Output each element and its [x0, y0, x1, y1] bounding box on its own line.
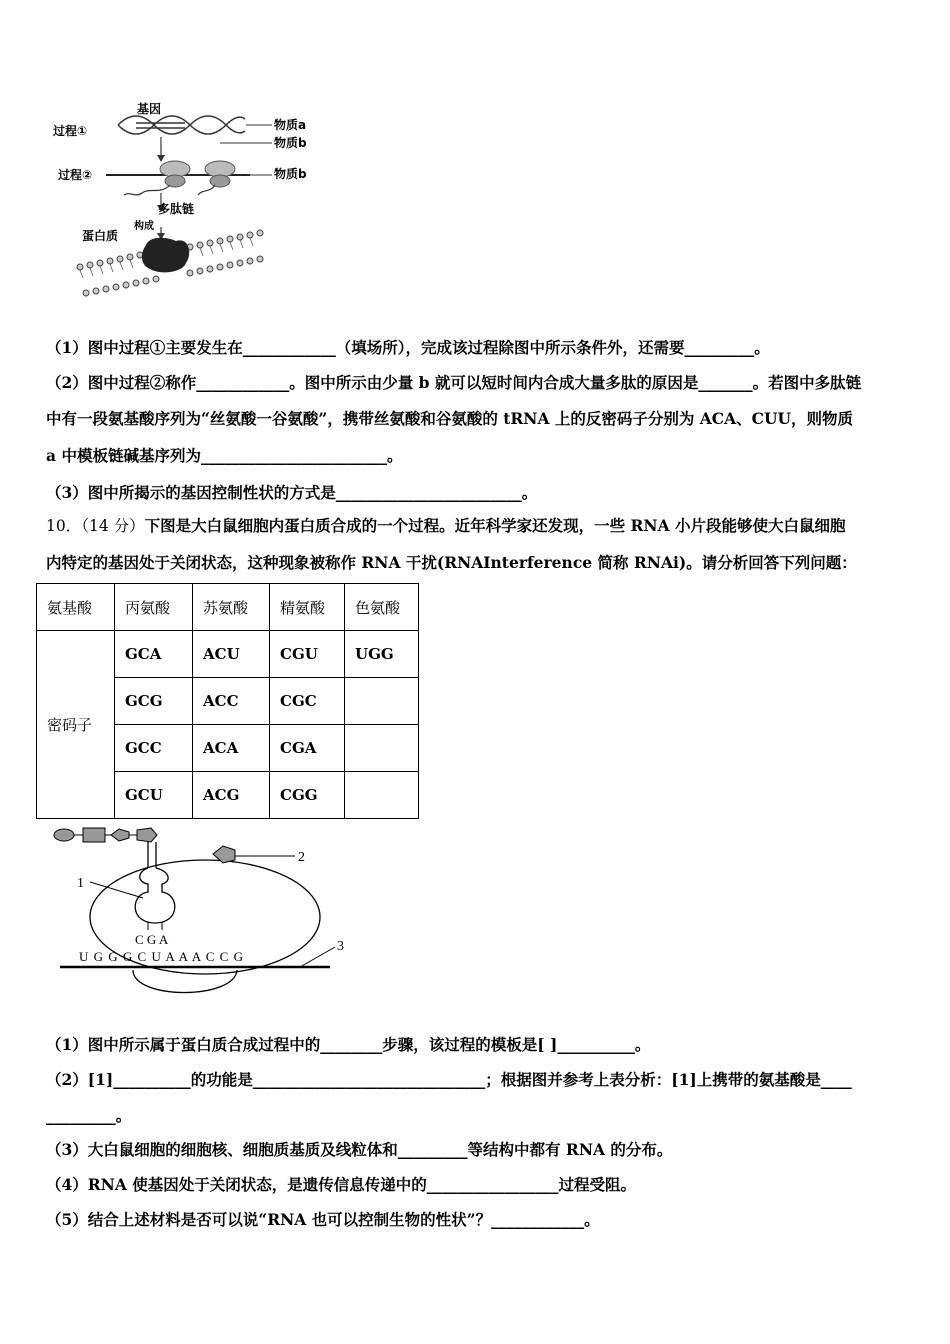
substance-b-label: 物质b: [274, 136, 307, 150]
table-header: 色氨酸: [345, 584, 419, 631]
figure-translation: [45, 822, 365, 1007]
q10-number: 10．（14 分）: [46, 517, 145, 535]
gene-label: 基因: [137, 102, 162, 116]
row-label-codon: 密码子: [37, 631, 115, 819]
table-cell: [345, 725, 419, 772]
table-cell: [345, 678, 419, 725]
table-cell: ACU: [193, 631, 270, 678]
label-2: 2: [298, 850, 305, 865]
table-cell: ACC: [193, 678, 270, 725]
table-cell: UGG: [345, 631, 419, 678]
table-row: [37, 631, 419, 678]
table-cell: GCA: [115, 631, 193, 678]
q10-intro-line2: 内特定的基因处于关闭状态，这种现象被称作 RNA 干扰(RNAInterference 简称 RNAi)。请分析回答下列问题：: [46, 553, 857, 572]
table-header: 苏氨酸: [193, 584, 270, 631]
q10-part4: （4）RNA 使基因处于关闭状态，是遗传信息传递中的_________________过程受阻。: [46, 1175, 637, 1194]
q10-intro-text: 下图是大白鼠细胞内蛋白质合成的一个过程。近年科学家还发现，一些 RNA 小片段能够使大白鼠细胞: [144, 516, 846, 535]
q10-part5: （5）结合上述材料是否可以说“RNA 也可以控制生物的性状”？____________。: [46, 1210, 600, 1229]
label-1: 1: [77, 876, 84, 891]
q9-part2-line2: 中有一段氨基酸序列为“丝氨酸一谷氨酸”，携带丝氨酸和谷氨酸的 tRNA 上的反密码子分别为 ACA、CUU，则物质: [46, 409, 854, 428]
q10-intro-line1: [46, 514, 846, 536]
q10-part2-line1: （2）[1]__________的功能是______________________________；根据图并参考上表分析：[1]上携带的氨基酸是____: [46, 1070, 852, 1089]
table-cell: CGA: [270, 725, 345, 772]
polypeptide-label: 多肽链: [158, 202, 195, 216]
q9-part2-line3: a 中模板链碱基序列为________________________。: [46, 446, 403, 465]
table-header: 精氨酸: [270, 584, 345, 631]
table-cell: GCG: [115, 678, 193, 725]
table-header: 氨基酸: [37, 584, 115, 631]
translation-diagram: [45, 822, 365, 1007]
table-cell: CGG: [270, 772, 345, 819]
table-cell: GCU: [115, 772, 193, 819]
constitute-label: 构成: [134, 221, 154, 232]
table-cell: CGC: [270, 678, 345, 725]
q9-part3: （3）图中所揭示的基因控制性状的方式是________________________。: [46, 483, 538, 502]
q10-part1: （1）图中所示属于蛋白质合成过程中的________步骤，该过程的模板是[ ]__________。: [46, 1035, 651, 1054]
codon-table: [36, 583, 419, 819]
q9-part1: （1）图中过程①主要发生在____________（填场所），完成该过程除图中所示条件外，还需要_________。: [46, 338, 770, 357]
anticodon-text: C G A: [135, 932, 169, 947]
table-header-row: [37, 584, 419, 631]
substance-a-label: 物质a: [274, 118, 307, 132]
q10-part3: （3）大白鼠细胞的细胞核、细胞质基质及线粒体和_________等结构中都有 RNA 的分布。: [46, 1140, 673, 1159]
figure-gene-expression: [50, 95, 320, 305]
table-header: 丙氨酸: [115, 584, 193, 631]
mrna-sequence: U G G G C U A A A C C G: [79, 949, 244, 964]
q9-part2-line1: （2）图中过程②称作____________。图中所示由少量 b 就可以短时间内合成大量多肽的原因是_______。若图中多肽链: [46, 373, 862, 392]
protein-label: 蛋白质: [82, 229, 119, 243]
table-cell: ACA: [193, 725, 270, 772]
q10-part2-line2: _________。: [46, 1106, 132, 1125]
label-3: 3: [337, 939, 344, 954]
table-cell: CGU: [270, 631, 345, 678]
table-cell: ACG: [193, 772, 270, 819]
substance-b2-label: 物质b: [274, 167, 307, 181]
gene-expression-diagram: [50, 95, 320, 305]
process1-label: 过程①: [53, 124, 88, 138]
table-cell: GCC: [115, 725, 193, 772]
process2-label: 过程②: [58, 168, 93, 182]
table-cell: [345, 772, 419, 819]
